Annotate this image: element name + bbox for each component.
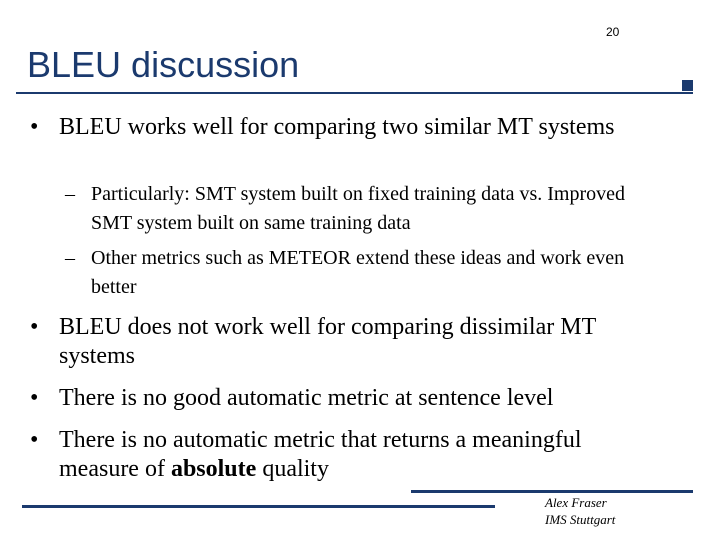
sub-bullet-text: Particularly: SMT system built on fixed training data vs. Improved SMT system built on same training data (91, 183, 625, 234)
footer-author-name: Alex Fraser (545, 495, 607, 510)
bullet-item (30, 113, 660, 142)
sub-bullet-marker: – (65, 247, 75, 269)
bullet-marker: • (30, 385, 39, 411)
bullet-marker: • (30, 114, 39, 140)
slide-number: 20 (606, 25, 620, 39)
bullet-marker: • (30, 314, 39, 340)
sub-bullet-marker: – (65, 183, 75, 205)
footer-rule-upper (411, 490, 693, 493)
title-accent-square (682, 80, 693, 91)
bullet-item (30, 313, 660, 371)
sub-bullet-item (65, 180, 665, 238)
bullet-text-plain-end: quality (256, 456, 329, 482)
footer-rule-lower (22, 505, 495, 508)
bullet-text-emphasis: absolute (170, 456, 257, 482)
footer-affiliation: IMS Stuttgart (545, 512, 616, 527)
sub-bullet-item (65, 244, 665, 302)
slide-title: BLEU discussion (27, 44, 300, 85)
bullet-text-plain: There is no automatic metric that returns a meaningful measure of (59, 427, 582, 482)
sub-bullet-text: Other metrics such as METEOR extend these ideas and work even better (91, 247, 625, 298)
bullet-text (59, 426, 660, 484)
footer-author-block (545, 494, 615, 528)
bullet-item (30, 384, 660, 413)
bullet-text: There is no good automatic metric at sentence level (59, 385, 554, 411)
bullet-text: BLEU works well for comparing two similar MT systems (59, 114, 615, 140)
bullet-text: BLEU does not work well for comparing dissimilar MT systems (59, 314, 596, 369)
bullet-marker: • (30, 427, 39, 453)
title-underline-rule (16, 92, 693, 94)
bullet-item (30, 426, 660, 484)
